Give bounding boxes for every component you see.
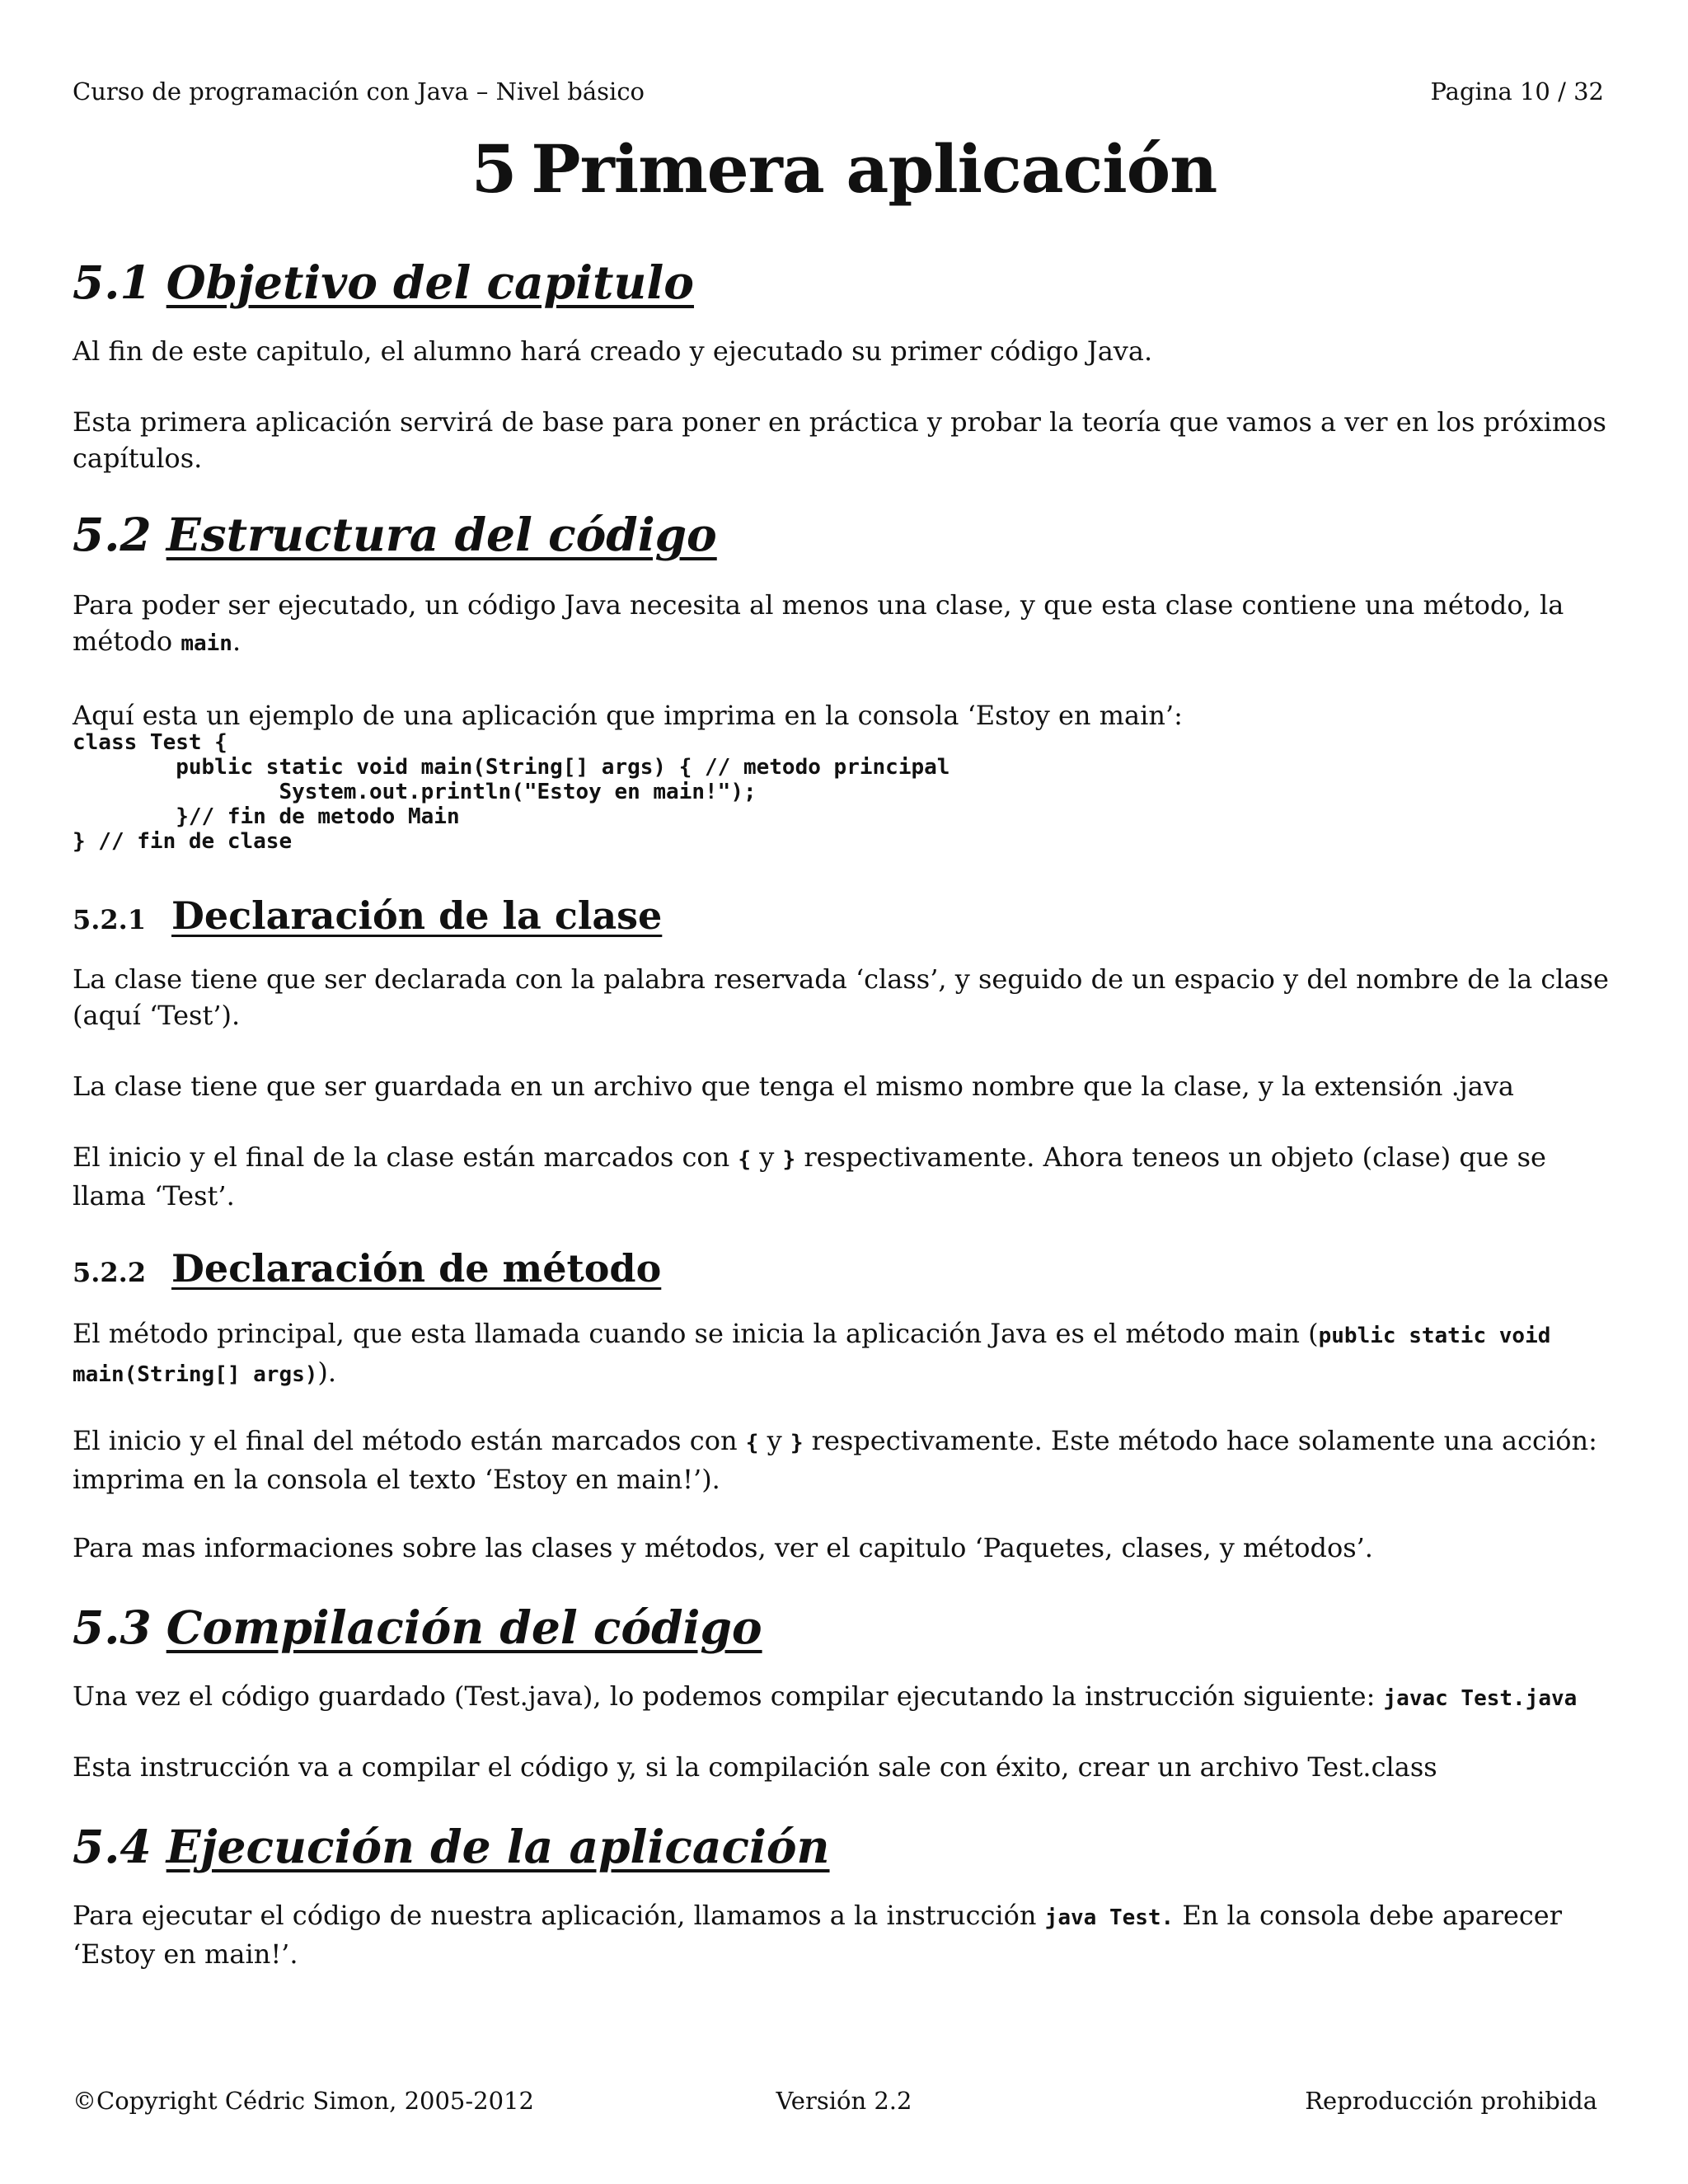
paragraph: [73, 587, 1622, 662]
section-heading-5-1: [73, 255, 694, 309]
paragraph: La clase tiene que ser guardada en un archivo que tenga el mismo nombre que la clase, y la extensión .java: [73, 1071, 1514, 1102]
paragraph: La clase tiene que ser declarada con la palabra reservada ‘class’, y seguido de un espacio y del nombre de la clase (aquí ‘Test’).: [73, 963, 1609, 1031]
code-line: class Test {: [73, 730, 227, 755]
paragraph: [73, 1897, 1622, 1972]
paragraph-text: El inicio y el final de la clase están marcados con: [73, 1141, 738, 1173]
paragraph: [73, 1139, 1622, 1214]
inline-code: main: [181, 631, 232, 656]
paragraph: [73, 1422, 1622, 1497]
header-page-number: Pagina 10 / 32: [1430, 77, 1604, 105]
code-line: System.out.println("Estoy en main!");: [73, 780, 757, 804]
inline-code: public static void main(String[] args): [73, 1324, 1551, 1387]
header-course-title: Curso de programación con Java – Nivel básico: [73, 77, 645, 105]
subsection-number: 5.2.2: [73, 1257, 147, 1288]
paragraph-text: El inicio y el final del método están marcados con: [73, 1425, 746, 1456]
section-number: 5.3: [73, 1601, 152, 1654]
footer-notice: Reproducción prohibida: [1305, 2087, 1597, 2115]
subsection-heading-5-2-1: [73, 893, 662, 938]
section-title: Compilación del código: [166, 1601, 762, 1654]
code-line: }// fin de metodo Main: [73, 804, 460, 829]
paragraph: Al fin de este capitulo, el alumno hará creado y ejecutado su primer código Java.: [73, 335, 1153, 367]
inline-code: {: [745, 1431, 759, 1455]
footer-version: Versión 2.2: [776, 2087, 912, 2115]
paragraph-text: El método principal, que esta llamada cuando se inicia la aplicación Java es el método main (: [73, 1318, 1319, 1349]
section-heading-5-4: [73, 1820, 830, 1873]
code-block: [73, 730, 950, 854]
code-line: } // fin de clase: [73, 829, 293, 854]
paragraph-text: Para ejecutar el código de nuestra aplicación, llamamos a la instrucción: [73, 1900, 1045, 1931]
inline-code: javac Test.java: [1383, 1686, 1578, 1711]
paragraph-text: En la consola debe aparecer ‘Estoy en main!’.: [73, 1900, 1563, 1970]
section-title: Ejecución de la aplicación: [166, 1820, 830, 1873]
section-number: 5.2: [73, 508, 152, 561]
footer-copyright: ©Copyright Cédric Simon, 2005-2012: [73, 2087, 534, 2115]
paragraph-text: respectivamente. Este método hace solamente una acción: imprima en la consola el texto ‘Estoy en main!’).: [73, 1425, 1597, 1495]
subsection-title: Declaración de método: [171, 1246, 662, 1291]
paragraph-text: ).: [317, 1357, 337, 1388]
section-number: 5.4: [73, 1820, 152, 1873]
paragraph-text: Para poder ser ejecutado, un código Java necesita al menos una clase, y que esta clase contiene una método, la método: [73, 589, 1564, 657]
paragraph: Aquí esta un ejemplo de una aplicación que imprima en la consola ‘Estoy en main’:: [73, 700, 1183, 731]
chapter-title: [0, 130, 1688, 208]
paragraph-text: .: [232, 626, 241, 657]
section-number: 5.1: [73, 255, 152, 309]
paragraph-text: y: [758, 1425, 790, 1456]
chapter-number: 5: [471, 130, 517, 208]
subsection-number: 5.2.1: [73, 904, 147, 935]
paragraph: Esta primera aplicación servirá de base para poner en práctica y probar la teoría que vamos a ver en los próximos capítulos.: [73, 406, 1606, 474]
section-heading-5-2: [73, 508, 717, 561]
section-heading-5-3: [73, 1601, 762, 1654]
paragraph-text: Una vez el código guardado (Test.java), lo podemos compilar ejecutando la instrucción siguiente:: [73, 1680, 1384, 1712]
paragraph-text: y: [751, 1141, 783, 1173]
section-title: Estructura del código: [166, 508, 717, 561]
inline-code: {: [738, 1147, 752, 1172]
subsection-title: Declaración de la clase: [171, 893, 663, 938]
paragraph: [73, 1315, 1622, 1393]
subsection-heading-5-2-2: [73, 1246, 661, 1291]
inline-code: }: [790, 1431, 804, 1455]
inline-code: java Test.: [1044, 1905, 1175, 1930]
code-line: public static void main(String[] args) { // metodo principal: [73, 755, 950, 780]
paragraph: Esta instrucción va a compilar el código y, si la compilación sale con éxito, crear un archivo Test.class: [73, 1751, 1437, 1783]
paragraph: Para mas informaciones sobre las clases y métodos, ver el capitulo ‘Paquetes, clases, y métodos’.: [73, 1532, 1373, 1563]
chapter-title-text: Primera aplicación: [531, 130, 1217, 208]
paragraph: [73, 1678, 1622, 1717]
inline-code: }: [782, 1147, 796, 1172]
paragraph-text: respectivamente. Ahora teneos un objeto (clase) que se llama ‘Test’.: [73, 1141, 1546, 1212]
section-title: Objetivo del capitulo: [166, 255, 694, 309]
